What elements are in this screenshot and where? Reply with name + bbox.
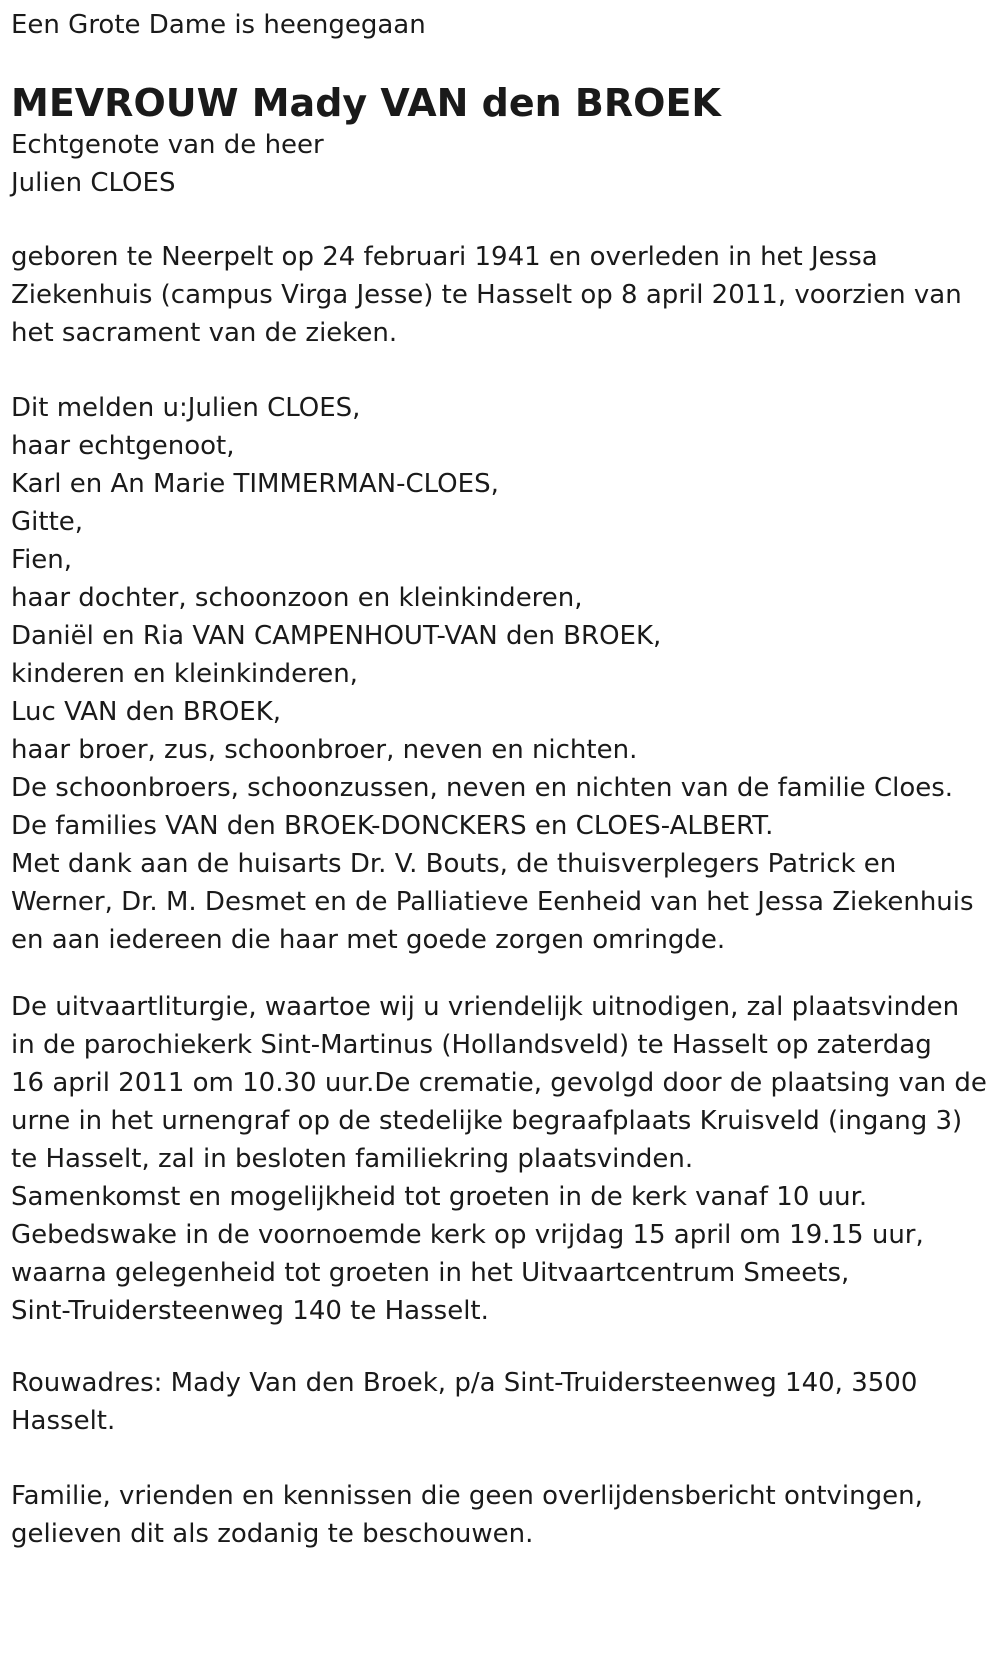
- family-line: kinderen en kleinkinderen,: [11, 659, 358, 689]
- family-line: haar echtgenoot,: [11, 431, 235, 461]
- funeral-line: in de parochiekerk Sint-Martinus (Hollandsveld) te Hasselt op zaterdag: [11, 1030, 932, 1060]
- family-line: Gitte,: [11, 507, 84, 537]
- birth-death-line: Ziekenhuis (campus Virga Jesse) te Hasselt op 8 april 2011, voorzien van: [11, 280, 962, 310]
- intro-line: Een Grote Dame is heengegaan: [11, 10, 426, 40]
- funeral-paragraph: [11, 988, 986, 1330]
- address-paragraph: [11, 1364, 986, 1440]
- family-line: haar dochter, schoonzoon en kleinkinderen,: [11, 583, 583, 613]
- family-line: Met dank aan de huisarts Dr. V. Bouts, de thuisverplegers Patrick en: [11, 849, 897, 879]
- birth-death-line: het sacrament van de zieken.: [11, 318, 398, 348]
- funeral-line: 16 april 2011 om 10.30 uur.De crematie, gevolgd door de plaatsing van de: [11, 1068, 987, 1098]
- funeral-line: urne in het urnengraf op de stedelijke begraafplaats Kruisveld (ingang 3): [11, 1106, 963, 1136]
- spouse-block: [11, 126, 986, 202]
- birth-death-line: geboren te Neerpelt op 24 februari 1941 en overleden in het Jessa: [11, 242, 878, 272]
- family-line: Werner, Dr. M. Desmet en de Palliatieve Eenheid van het Jessa Ziekenhuis: [11, 887, 974, 917]
- family-line: haar broer, zus, schoonbroer, neven en nichten.: [11, 735, 638, 765]
- deceased-name-title: MEVROUW Mady VAN den BROEK: [11, 81, 721, 125]
- closing-line: Familie, vrienden en kennissen die geen overlijdensbericht ontvingen,: [11, 1481, 923, 1511]
- family-paragraph: [11, 389, 986, 959]
- funeral-line: waarna gelegenheid tot groeten in het Uitvaartcentrum Smeets,: [11, 1258, 850, 1288]
- family-line: De families VAN den BROEK-DONCKERS en CLOES-ALBERT.: [11, 811, 774, 841]
- funeral-line: Samenkomst en mogelijkheid tot groeten in de kerk vanaf 10 uur.: [11, 1182, 868, 1212]
- funeral-line: Sint-Truidersteenweg 140 te Hasselt.: [11, 1296, 489, 1326]
- birth-death-paragraph: [11, 238, 986, 352]
- family-line: Daniël en Ria VAN CAMPENHOUT-VAN den BROEK,: [11, 621, 662, 651]
- funeral-line: te Hasselt, zal in besloten familiekring plaatsvinden.: [11, 1144, 694, 1174]
- funeral-line: De uitvaartliturgie, waartoe wij u vriendelijk uitnodigen, zal plaatsvinden: [11, 992, 960, 1022]
- funeral-line: Gebedswake in de voornoemde kerk op vrijdag 15 april om 19.15 uur,: [11, 1220, 924, 1250]
- family-line: en aan iedereen die haar met goede zorgen omringde.: [11, 925, 726, 955]
- address-line: Rouwadres: Mady Van den Broek, p/a Sint-Truidersteenweg 140, 3500: [11, 1368, 918, 1398]
- family-line: Luc VAN den BROEK,: [11, 697, 282, 727]
- family-line: Dit melden u:Julien CLOES,: [11, 393, 361, 423]
- spouse-line: Echtgenote van de heer: [11, 130, 324, 160]
- closing-paragraph: [11, 1477, 986, 1553]
- family-line: Karl en An Marie TIMMERMAN-CLOES,: [11, 469, 499, 499]
- spouse-line: Julien CLOES: [11, 168, 176, 198]
- family-line: Fien,: [11, 545, 73, 575]
- address-line: Hasselt.: [11, 1406, 116, 1436]
- closing-line: gelieven dit als zodanig te beschouwen.: [11, 1519, 534, 1549]
- family-line: De schoonbroers, schoonzussen, neven en nichten van de familie Cloes.: [11, 773, 954, 803]
